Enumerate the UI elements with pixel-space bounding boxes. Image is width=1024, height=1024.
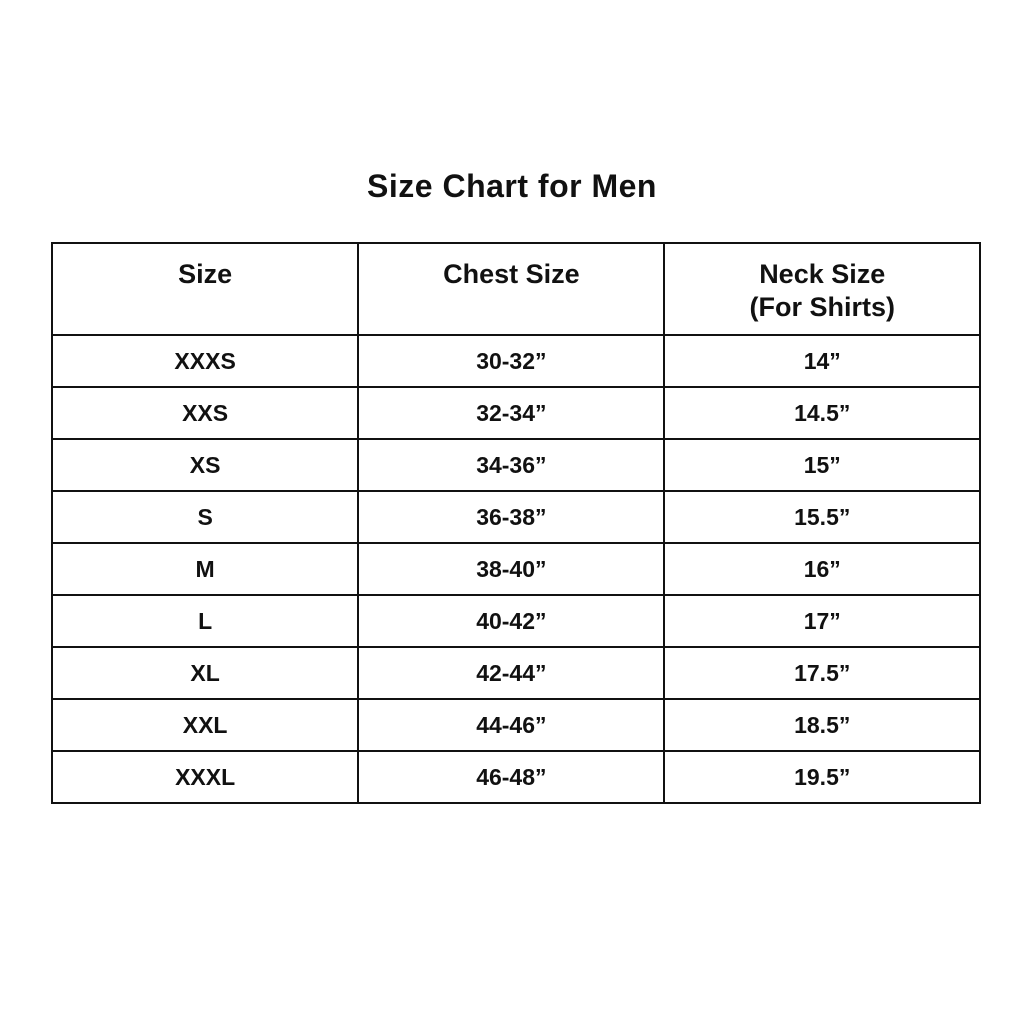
size-table-body — [52, 335, 980, 803]
table-cell: XL — [52, 647, 358, 699]
header-cell-chest-size: Chest Size — [358, 243, 664, 335]
table-cell: 38-40” — [358, 543, 664, 595]
table-row — [52, 543, 980, 595]
table-cell: 32-34” — [358, 387, 664, 439]
table-cell: 16” — [664, 543, 980, 595]
table-cell: 34-36” — [358, 439, 664, 491]
table-row — [52, 699, 980, 751]
header-cell-neck-size — [664, 243, 980, 335]
header-cell-size: Size — [52, 243, 358, 335]
table-cell: 14.5” — [664, 387, 980, 439]
table-cell: S — [52, 491, 358, 543]
header-neck-line2: (For Shirts) — [749, 292, 895, 322]
header-row — [52, 243, 980, 335]
table-cell: L — [52, 595, 358, 647]
table-cell: XXL — [52, 699, 358, 751]
table-cell: 42-44” — [358, 647, 664, 699]
table-cell: 40-42” — [358, 595, 664, 647]
table-cell: 17.5” — [664, 647, 980, 699]
table-cell: XXS — [52, 387, 358, 439]
size-chart-table — [51, 242, 981, 804]
table-cell: 36-38” — [358, 491, 664, 543]
table-cell: 17” — [664, 595, 980, 647]
table-row — [52, 387, 980, 439]
table-cell: 15.5” — [664, 491, 980, 543]
table-row — [52, 491, 980, 543]
table-row — [52, 595, 980, 647]
table-row — [52, 439, 980, 491]
table-cell: 15” — [664, 439, 980, 491]
table-cell: 18.5” — [664, 699, 980, 751]
table-cell: 14” — [664, 335, 980, 387]
table-header — [52, 243, 980, 335]
table-row — [52, 335, 980, 387]
table-row — [52, 647, 980, 699]
table-cell: 44-46” — [358, 699, 664, 751]
table-cell: 46-48” — [358, 751, 664, 803]
table-cell: XXXL — [52, 751, 358, 803]
table-cell: 30-32” — [358, 335, 664, 387]
table-cell: 19.5” — [664, 751, 980, 803]
table-row — [52, 751, 980, 803]
table-cell: XXXS — [52, 335, 358, 387]
table-cell: XS — [52, 439, 358, 491]
page-title: Size Chart for Men — [367, 168, 657, 204]
header-neck-line1: Neck Size — [759, 259, 886, 289]
table-cell: M — [52, 543, 358, 595]
